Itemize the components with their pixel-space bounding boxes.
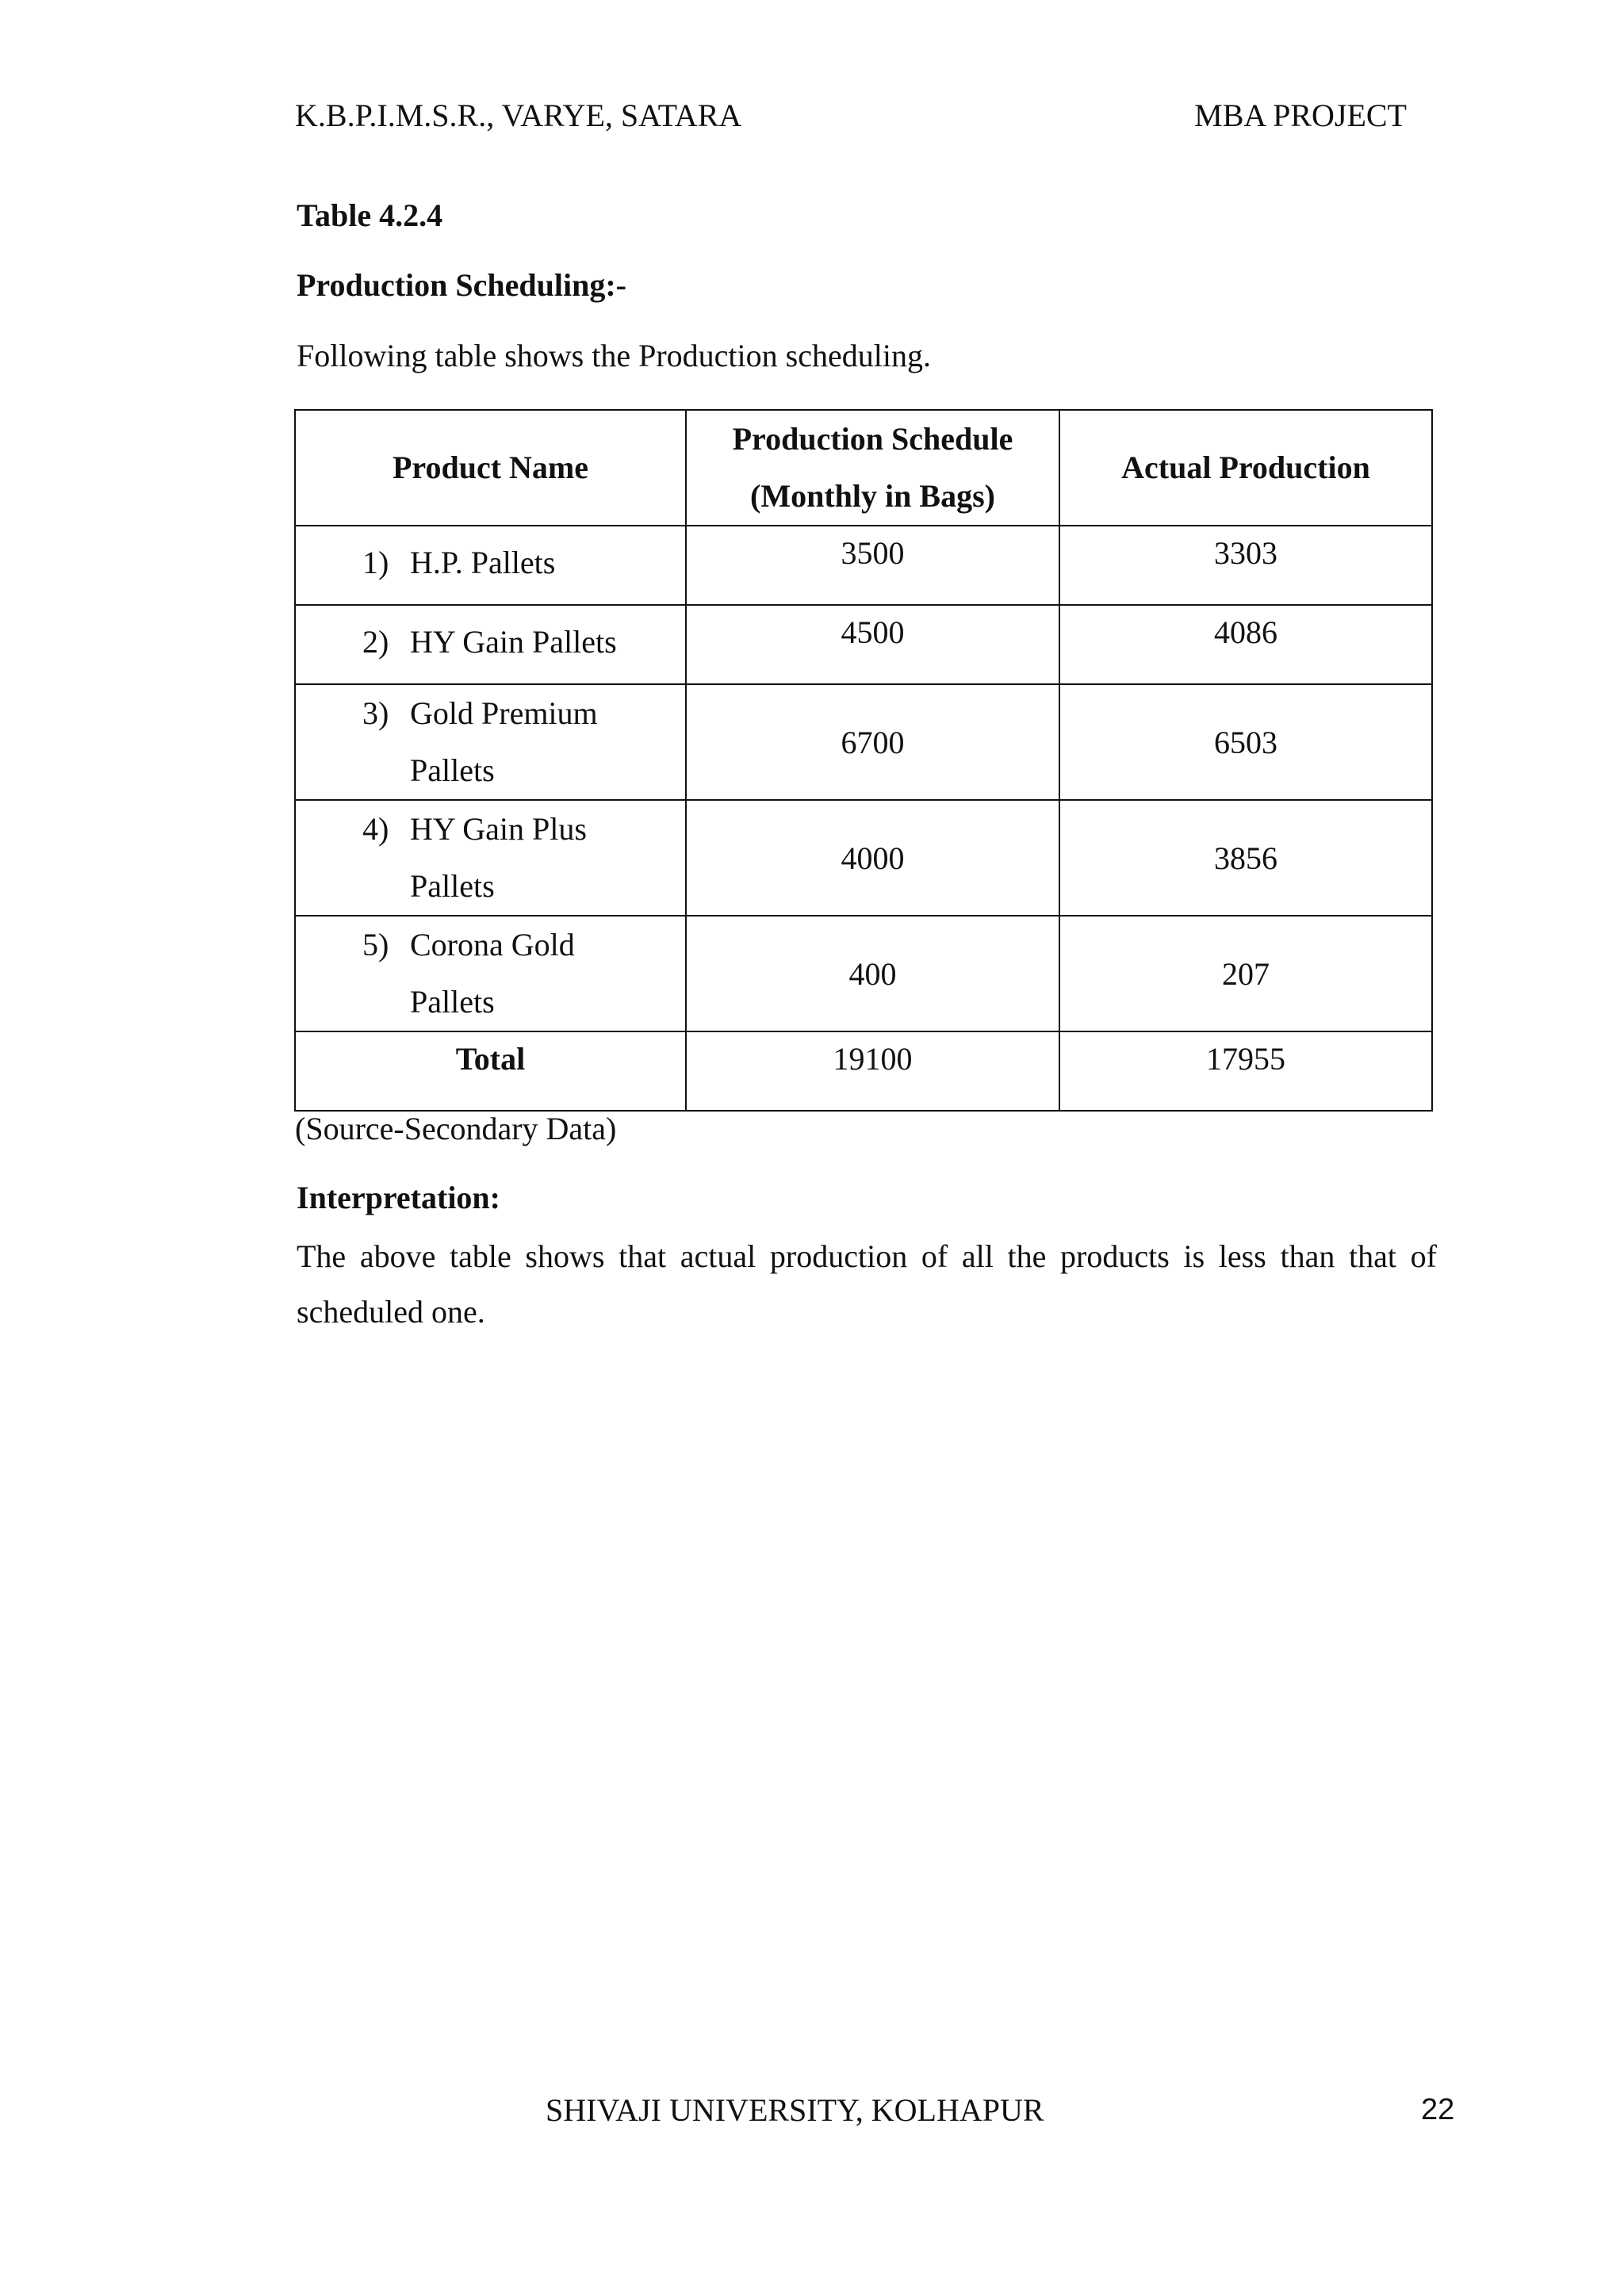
header-production-schedule: Production Schedule (Monthly in Bags) [686,410,1059,526]
header-product-name: Product Name [295,410,686,526]
actual-cell: 3856 [1059,800,1432,916]
interpretation-heading: Interpretation: [297,1180,500,1215]
total-schedule: 19100 [686,1031,1059,1111]
product-name-cell: 2) HY Gain Pallets [295,605,686,684]
product-name-cell: 5) Corona Gold Pallets [295,916,686,1031]
footer-university: SHIVAJI UNIVERSITY, KOLHAPUR [546,2092,1044,2128]
actual-cell: 4086 [1059,605,1432,684]
product-name-cell: 3) Gold Premium Pallets [295,684,686,800]
schedule-cell: 3500 [686,526,1059,605]
actual-cell: 207 [1059,916,1432,1031]
product-name-cell: 1) H.P. Pallets [295,526,686,605]
schedule-cell: 6700 [686,684,1059,800]
table-row [295,916,1432,1031]
table-total-row [295,1031,1432,1111]
schedule-cell: 400 [686,916,1059,1031]
table-row [295,800,1432,916]
intro-text: Following table shows the Production scheduling. [297,338,931,373]
source-note: (Source-Secondary Data) [295,1111,617,1146]
header-institute: K.B.P.I.M.S.R., VARYE, SATARA [295,98,742,133]
table-row [295,684,1432,800]
table-number: Table 4.2.4 [297,197,443,233]
header-project: MBA PROJECT [1194,98,1407,133]
production-table [294,409,1433,1112]
table-row [295,605,1432,684]
schedule-cell: 4000 [686,800,1059,916]
section-title: Production Scheduling:- [297,267,626,303]
actual-cell: 6503 [1059,684,1432,800]
interpretation-text: The above table shows that actual production of all the products is less than that of scheduled one. [297,1238,1437,1330]
schedule-cell: 4500 [686,605,1059,684]
header-actual-production: Actual Production [1059,410,1432,526]
product-name-cell: 4) HY Gain Plus Pallets [295,800,686,916]
total-label: Total [295,1031,686,1111]
table-header-row [295,410,1432,526]
page-number: 22 [1421,2093,1455,2126]
total-actual: 17955 [1059,1031,1432,1111]
actual-cell: 3303 [1059,526,1432,605]
table-row [295,526,1432,605]
